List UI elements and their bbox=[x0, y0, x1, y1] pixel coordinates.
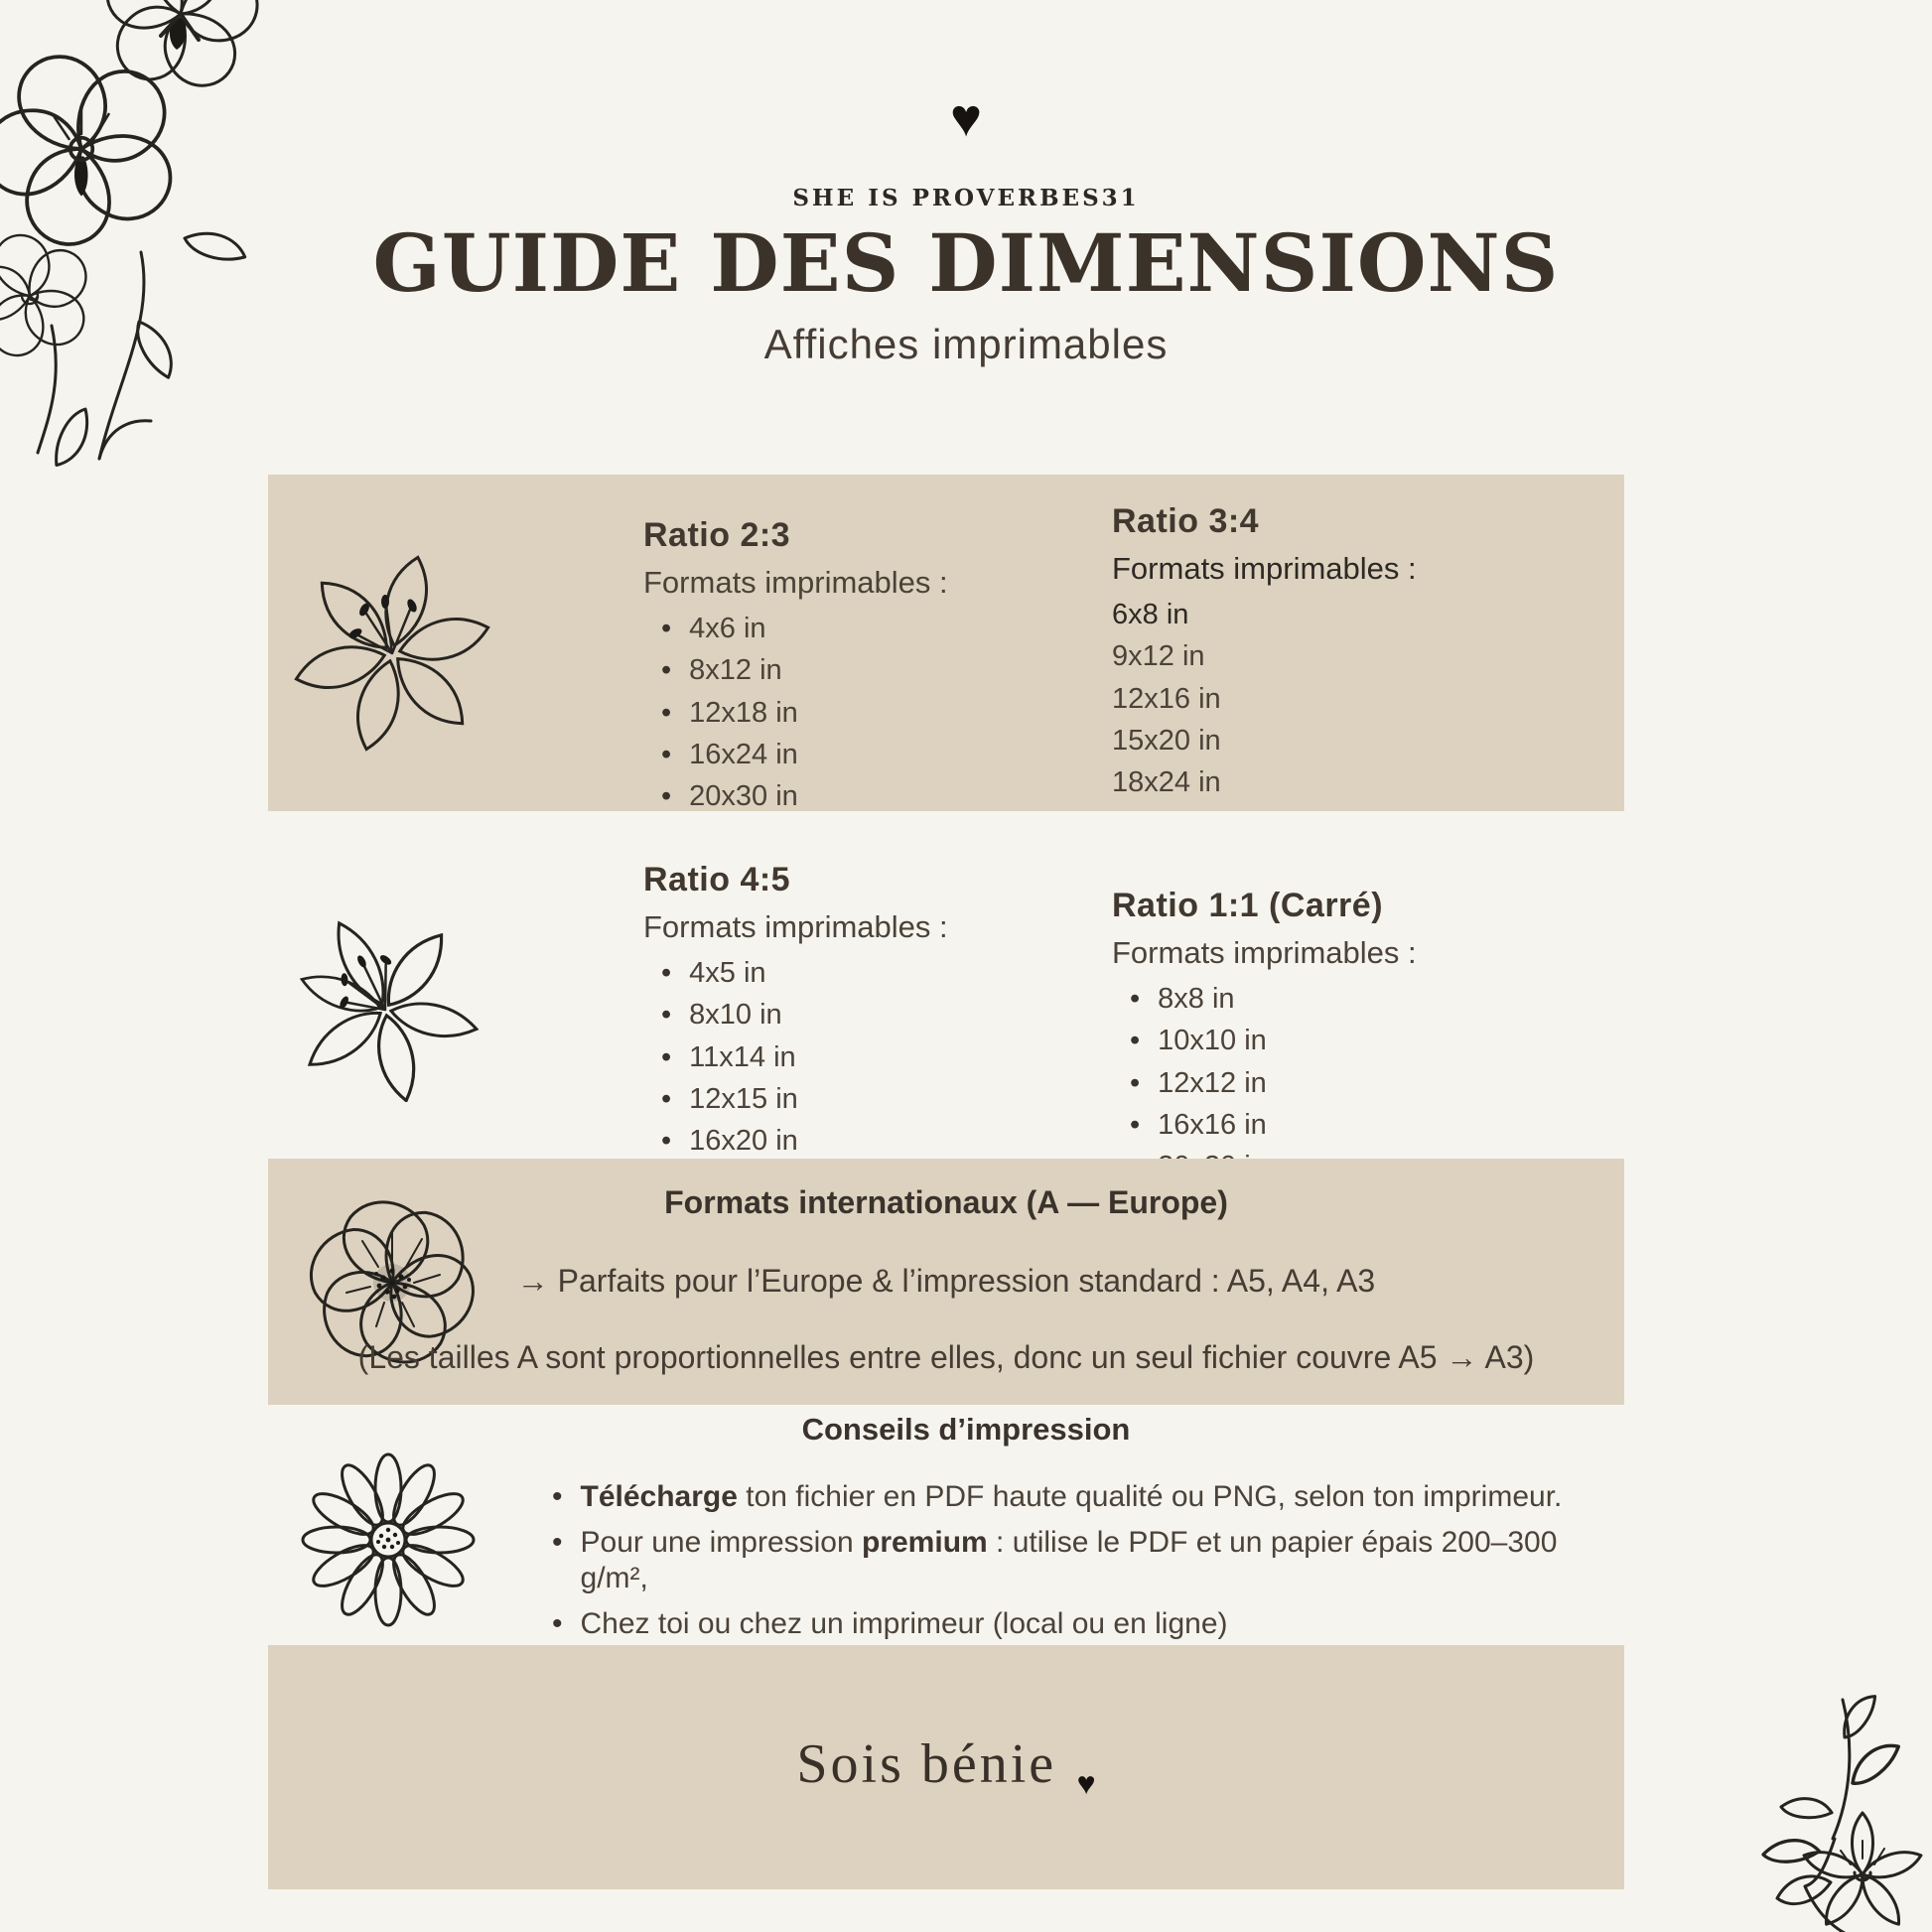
size-item: 15x20 in bbox=[1112, 725, 1221, 758]
international-panel bbox=[268, 1159, 1624, 1405]
ratio-1-1-section bbox=[1112, 887, 1579, 1193]
international-title: Formats internationaux (A — Europe) bbox=[664, 1184, 1228, 1220]
ratio-4-5-list bbox=[643, 957, 1110, 1159]
page-title: GUIDE DES DIMENSIONS bbox=[372, 216, 1560, 310]
size-item: • 4x6 in bbox=[661, 613, 1110, 645]
blessing-text: Sois bénie bbox=[796, 1733, 1057, 1795]
ratio-1-1-intro: Formats imprimables : bbox=[1112, 935, 1417, 970]
size-item: • 4x5 in bbox=[661, 957, 1110, 990]
ratio-4-5-intro: Formats imprimables : bbox=[643, 909, 948, 944]
size-item: • 11x14 in bbox=[661, 1041, 1110, 1074]
tips-title: Conseils d’impression bbox=[801, 1412, 1131, 1447]
size-item: 9x12 in bbox=[1112, 640, 1205, 673]
heart-icon: ♥ bbox=[949, 88, 983, 148]
bullet-dot: • bbox=[552, 1526, 563, 1559]
tips-list bbox=[552, 1479, 1594, 1652]
size-item: • 8x10 in bbox=[661, 999, 1110, 1032]
ratio-2-3-title: Ratio 2:3 bbox=[643, 516, 791, 554]
international-line-2: (Les tailles A sont proportionnelles entre elles, donc un seul fichier couvre A5 → A3) bbox=[357, 1339, 1535, 1375]
heart-icon: ♥ bbox=[1076, 1765, 1096, 1801]
tip-item: • Télécharge ton fichier en PDF haute qualité ou PNG, selon ton imprimeur. bbox=[552, 1480, 1563, 1513]
size-item: • 16x16 in bbox=[1130, 1109, 1579, 1142]
ratio-4-5-section bbox=[643, 861, 1110, 1168]
size-item: • 12x12 in bbox=[1130, 1067, 1579, 1100]
size-item: 12x16 in bbox=[1112, 682, 1221, 715]
size-item: • 20x30 in bbox=[661, 780, 1110, 813]
lily-side-flower-icon bbox=[286, 898, 489, 1102]
ratio-2-3-list bbox=[643, 613, 1110, 814]
international-content bbox=[268, 1159, 1624, 1376]
size-item: • 16x24 in bbox=[661, 739, 1110, 771]
lily-flower-icon bbox=[288, 546, 496, 755]
size-item: • 16x20 in bbox=[661, 1125, 1110, 1158]
ratio-3-4-title: Ratio 3:4 bbox=[1112, 502, 1260, 540]
international-line-1: → Parfaits pour l’Europe & l’impression standard : A5, A4, A3 bbox=[516, 1263, 1376, 1299]
size-item: • 8x8 in bbox=[1130, 983, 1579, 1016]
brand-label: SHE IS PROVERBES31 bbox=[792, 185, 1140, 211]
ratio-4-5-title: Ratio 4:5 bbox=[643, 861, 791, 898]
ratio-2-3-intro: Formats imprimables : bbox=[643, 565, 948, 600]
ratio-1-1-list bbox=[1112, 983, 1579, 1184]
tip-item: • Chez toi ou chez un imprimeur (local ou en ligne) bbox=[552, 1607, 1228, 1640]
ratio-3-4-list bbox=[1112, 599, 1579, 800]
size-item: • 12x18 in bbox=[661, 697, 1110, 730]
ratio-3-4-section bbox=[1112, 502, 1579, 809]
tip-item: • Pour une impression premium : utilise le PDF et un papier épais 200–300 g/m², bbox=[552, 1526, 1558, 1594]
bullet-dot: • bbox=[552, 1607, 563, 1640]
size-item: 6x8 in bbox=[1112, 599, 1189, 630]
ratio-2-3-section bbox=[643, 516, 1110, 823]
ratio-section-2 bbox=[268, 849, 1624, 1159]
size-item: • 12x15 in bbox=[661, 1083, 1110, 1116]
corner-flowers-bottom-right-illustration bbox=[1686, 1688, 1932, 1932]
header bbox=[0, 0, 1932, 368]
ratio-panel-1 bbox=[268, 475, 1624, 811]
size-item: • 10x10 in bbox=[1130, 1025, 1579, 1057]
ratio-3-4-intro: Formats imprimables : bbox=[1112, 551, 1417, 586]
ratio-1-1-title: Ratio 1:1 (Carré) bbox=[1112, 887, 1384, 924]
bullet-dot: • bbox=[552, 1480, 563, 1513]
footer-panel bbox=[268, 1645, 1624, 1889]
size-item: 18x24 in bbox=[1112, 766, 1221, 799]
page-subtitle: Affiches imprimables bbox=[763, 321, 1169, 367]
size-item: • 8x12 in bbox=[661, 654, 1110, 687]
daisy-flower-icon bbox=[294, 1448, 483, 1636]
